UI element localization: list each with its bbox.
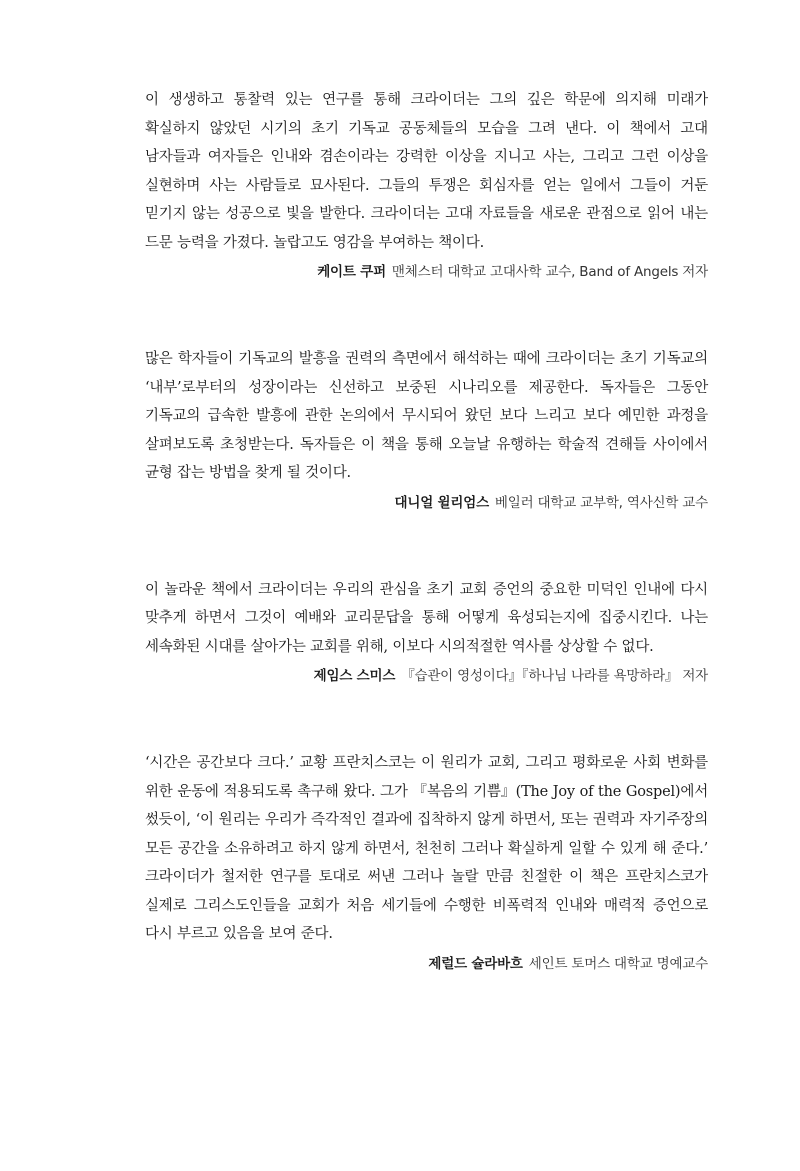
endorsement-2 xyxy=(145,345,708,514)
endorser-title: 『습관이 영성이다』『하나님 나라를 욕망하라』 저자 xyxy=(401,668,708,684)
endorsement-attribution xyxy=(145,665,708,687)
endorsement-attribution xyxy=(145,953,708,975)
endorsement-attribution xyxy=(145,492,708,514)
endorser-title: 맨체스터 대학교 고대사학 교수, Band of Angels 저자 xyxy=(391,264,708,280)
endorsement-4 xyxy=(145,749,708,975)
endorsement-1 xyxy=(145,86,708,283)
endorsement-attribution xyxy=(145,261,708,283)
endorsement-quote: 이 놀라운 책에서 크라이더는 우리의 관심을 초기 교회 증언의 중요한 미덕인 인내에 다시 맞추게 하면서 그것이 예배와 교리문답을 통해 어떻게 육성되는지에 집중시킨다. 나는 세속화된 시대를 살아가는 교회를 위해, 이보다 시의적절한 역사를 상상할 수 없다. xyxy=(145,581,708,655)
endorser-name: 케이트 쿠퍼 xyxy=(317,264,386,280)
endorsements-page xyxy=(145,86,708,1037)
endorser-title: 세인트 토머스 대학교 명예교수 xyxy=(528,955,708,972)
endorser-title: 베일러 대학교 교부학, 역사신학 교수 xyxy=(494,494,708,511)
endorser-name: 제임스 스미스 xyxy=(313,668,396,684)
endorser-name: 제럴드 슐라바흐 xyxy=(428,955,523,972)
endorsement-quote: 이 생생하고 통찰력 있는 연구를 통해 크라이더는 그의 깊은 학문에 의지해 미래가 확실하지 않았던 시기의 초기 기독교 공동체들의 모습을 그려 낸다. 이 책에서 고대 남자들과 여자들은 인내와 겸손이라는 강력한 이상을 지니고 사는, 그리고 그런 이상을 실현하며 사는 사람들로 묘사된다. 그들의 투쟁은 회심자를 얻는 일에서 그들이 거둔 믿기지 않는 성공으로 빛을 발한다. 크라이더는 고대 자료들을 새로운 관점으로 읽어 내는 드문 능력을 가졌다. 놀랍고도 영감을 부여하는 책이다. xyxy=(145,92,708,251)
endorser-name: 대니얼 윌리엄스 xyxy=(394,494,489,511)
endorsement-3 xyxy=(145,576,708,688)
endorsement-quote: 많은 학자들이 기독교의 발흥을 권력의 측면에서 해석하는 때에 크라이더는 초기 기독교의 ‘내부’로부터의 성장이라는 신선하고 보중된 시나리오를 제공한다. 독자들은 그동안 기독교의 급속한 발흥에 관한 논의에서 무시되어 왔던 보다 느리고 보다 예민한 과정을 살펴보도록 초청받는다. 독자들은 이 책을 통해 오늘날 유행하는 학술적 견해들 사이에서 균형 잡는 방법을 찾게 될 것이다. xyxy=(145,351,708,481)
endorsement-quote: ‘시간은 공간보다 크다.’ 교황 프란치스코는 이 원리가 교회, 그리고 평화로운 사회 변화를 위한 운동에 적용되도록 촉구해 왔다. 그가 『복음의 기쁨』(The Joy of the Gospel)에서 썼듯이, ‘이 원리는 우리가 즉각적인 결과에 집착하지 않게 하면서, 또는 권력과 자기주장의 모든 공간을 소유하려고 하지 않게 하면서, 천천히 그러나 확실하게 일할 수 있게 해 준다.’ 크라이더가 철저한 연구를 토대로 써낸 그러나 놀랄 만큼 친절한 이 책은 프란치스코가 실제로 그리스도인들을 교회가 처음 세기들에 수행한 비폭력적 인내와 매력적 증언으로 다시 부르고 있음을 보여 준다. xyxy=(145,755,708,942)
